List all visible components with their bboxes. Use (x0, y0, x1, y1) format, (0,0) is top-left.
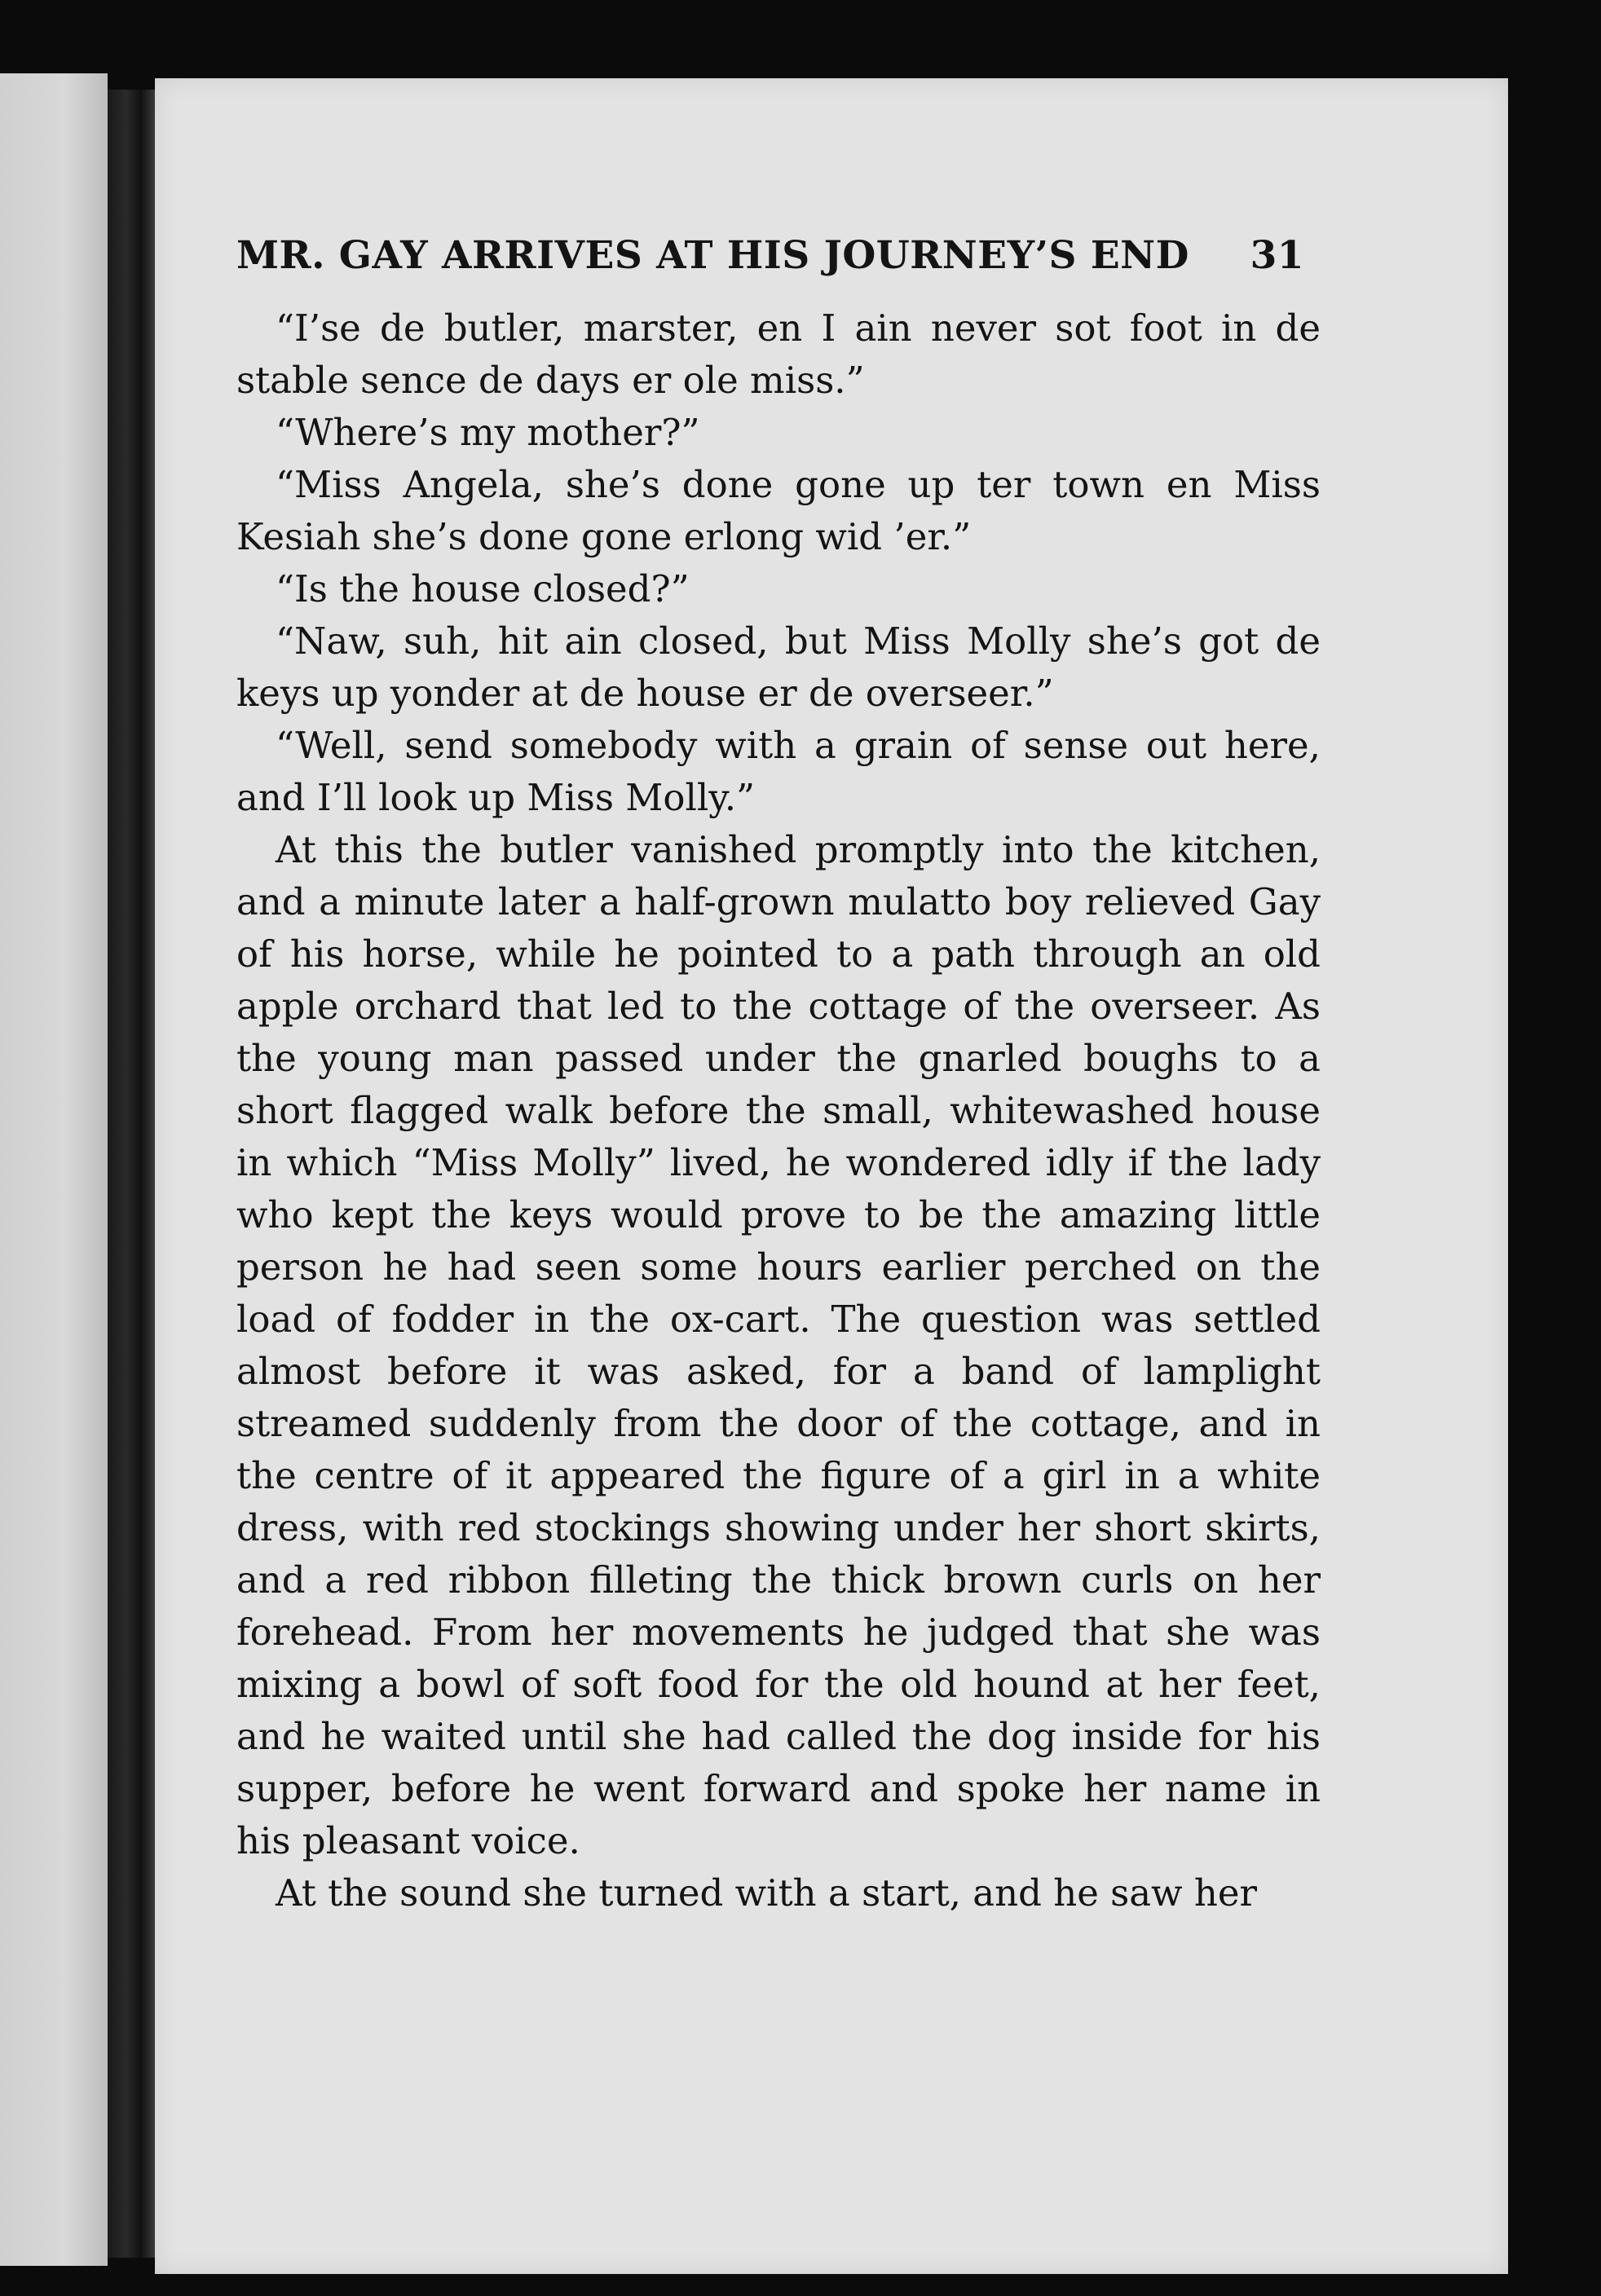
page-number: 31 (1250, 233, 1304, 278)
book-page (155, 78, 1508, 2274)
book-gutter (108, 90, 155, 2258)
page-content (236, 233, 1321, 1919)
chapter-title: MR. GAY ARRIVES AT HIS JOURNEY’S END (236, 233, 1189, 278)
paragraph: “Is the house closed?” (276, 567, 690, 610)
running-head (236, 233, 1304, 278)
paragraph: “Naw, suh, hit ain closed, but Miss Molly she’s got de keys up yonder at de house er de overseer.” (236, 619, 1321, 715)
paragraph: “Miss Angela, she’s done gone up ter town en Miss Kesiah she’s done gone erlong wid ’er.” (236, 463, 1321, 558)
paragraph: “Well, send somebody with a grain of sense out here, and I’ll look up Miss Molly.” (236, 724, 1321, 819)
body-text (236, 302, 1321, 1919)
previous-page-edge (0, 73, 108, 2266)
paragraph: At this the butler vanished promptly into the kitchen, and a minute later a half-grown mulatto boy relieved Gay of his horse, while he pointed to a path through an old apple orchard that led to the cottage of the overseer. As the young man passed under the gnarled boughs to a short flagged walk before the small, whitewashed house in which “Miss Molly” lived, he wondered idly if the lady who kept the keys would prove to be the amazing little person he had seen some hours earlier perched on the load of fodder in the ox-cart. The question was settled almost before it was asked, for a band of lamplight streamed suddenly from the door of the cottage, and in the centre of it appeared the figure of a girl in a white dress, with red stockings showing under her short skirts, and a red ribbon filleting the thick brown curls on her forehead. From her movements he judged that she was mixing a bowl of soft food for the old hound at her feet, and he waited until she had called the dog inside for his supper, before he went forward and spoke her name in his pleasant voice. (236, 828, 1321, 1862)
paragraph: “I’se de butler, marster, en I ain never sot foot in de stable sence de days er ole miss.” (236, 306, 1321, 402)
paragraph: “Where’s my mother?” (276, 411, 700, 454)
paragraph: At the sound she turned with a start, and he saw her (276, 1871, 1257, 1915)
